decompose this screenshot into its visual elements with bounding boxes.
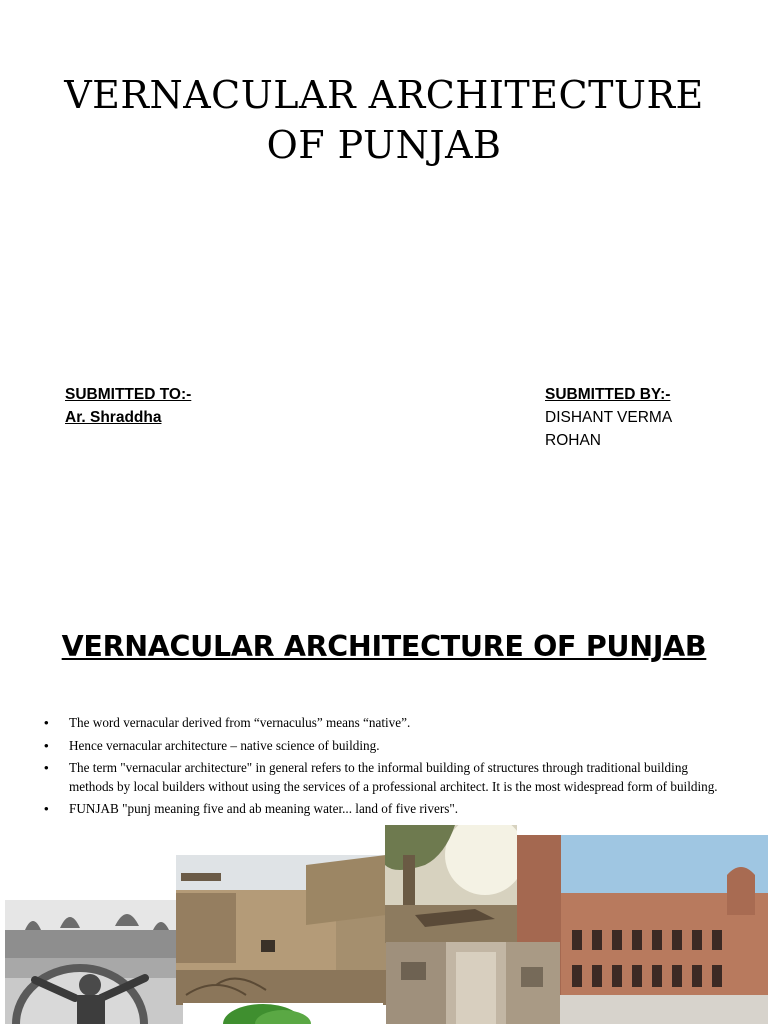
submitted-by-label: SUBMITTED BY:-	[545, 386, 671, 403]
submitted-to-name: Ar. Shraddha	[65, 409, 162, 426]
bullet-item: • The word vernacular derived from “vernaculus” means “native”.	[44, 714, 734, 733]
main-title	[0, 70, 768, 170]
submitted-by-name-1: DISHANT VERMA	[545, 409, 673, 426]
main-title-line-1: VERNACULAR ARCHITECTURE	[64, 73, 704, 117]
golden-temple-photo	[5, 900, 183, 1024]
old-street-photo	[386, 942, 560, 1024]
tree-courtyard-photo	[385, 825, 517, 943]
bullet-item: • FUNJAB "punj meaning five and ab meaning water... land of five rivers".	[44, 800, 734, 819]
section-title: VERNACULAR ARCHITECTURE OF PUNJAB	[61, 630, 707, 663]
submitted-to-label: SUBMITTED TO:-	[65, 386, 192, 403]
submitted-by-block	[545, 383, 672, 452]
green-tree-photo	[183, 1003, 383, 1024]
mud-house-photo	[176, 855, 386, 1005]
bullet-item: • Hence vernacular architecture – native science of building.	[44, 737, 734, 756]
main-title-line-2: OF PUNJAB	[266, 123, 502, 167]
bullet-list	[44, 714, 734, 823]
submitted-to-block	[65, 383, 191, 429]
bullet-item: • The term "vernacular architecture" in general refers to the informal building of structures through traditional building methods by local builders without using the services of a professional architect. It is the most widespread form of building.	[44, 759, 734, 796]
submitted-by-name-2: ROHAN	[545, 432, 601, 449]
